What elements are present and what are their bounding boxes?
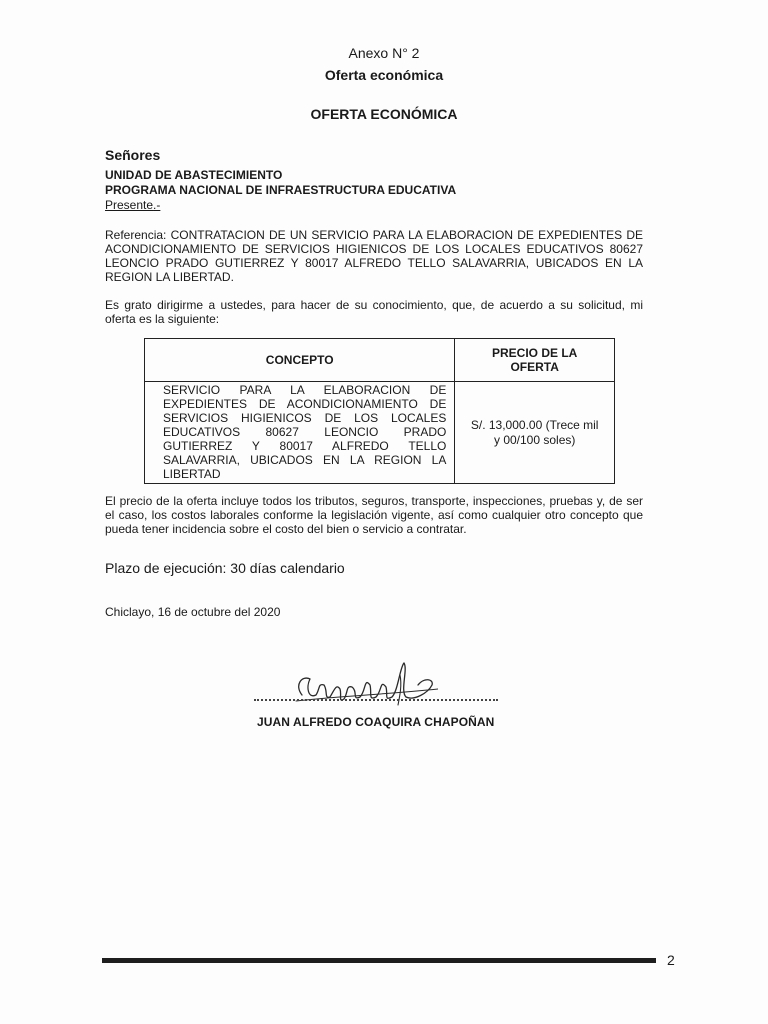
handwritten-signature	[288, 655, 438, 711]
price-line-1: S/. 13,000.00 (Trece mil	[470, 417, 599, 432]
document-title: OFERTA ECONÓMICA	[310, 106, 458, 122]
annex-label: Anexo N° 2	[348, 45, 420, 61]
price-line-2: y 00/100 soles)	[493, 432, 576, 447]
offer-table	[144, 338, 615, 484]
includes-paragraph: El precio de la oferta incluye todos los tributos, seguros, transporte, inspecciones, pruebas y, de ser el caso, los costos laborales conforme la legislación vigente, así como cualquier otro concepto que pueda tener incidencia sobre el costo del bien o servicio a contratar.	[105, 494, 643, 536]
salutation: Señores	[105, 147, 161, 163]
recipient-line-1: UNIDAD DE ABASTECIMIENTO	[105, 168, 283, 182]
price-cell	[455, 382, 615, 484]
signer-name: JUAN ALFREDO COAQUIRA CHAPOÑAN	[257, 715, 495, 729]
presente-text: Presente	[105, 198, 154, 212]
header-price-line-1: PRECIO DE LA	[492, 346, 578, 360]
page-number: 2	[667, 952, 675, 968]
intro-paragraph: Es grato dirigirme a ustedes, para hacer de su conocimiento, que, de acuerdo a su solicitud, mi oferta es la siguiente:	[105, 298, 643, 326]
recipient-line-2: PROGRAMA NACIONAL DE INFRAESTRUCTURA EDUCATIVA	[105, 183, 457, 197]
footer-rule	[102, 958, 656, 963]
presente-line	[105, 198, 160, 212]
reference-paragraph: Referencia: CONTRATACION DE UN SERVICIO PARA LA ELABORACION DE EXPEDIENTES DE ACONDICIONAMIENTO DE SERVICIOS HIGIENICOS DE LOS LOCALES EDUCATIVOS 80627 LEONCIO PRADO GUTIERREZ Y 80017 ALFREDO TELLO SALAVARRIA, UBICADOS EN LA REGION LA LIBERTAD.	[105, 228, 643, 284]
concept-cell: SERVICIO PARA LA ELABORACION DE EXPEDIENTES DE ACONDICIONAMIENTO DE SERVICIOS HIGIENICOS DE LOS LOCALES EDUCATIVOS 80627 LEONCIO PRADO GUTIERREZ Y 80017 ALFREDO TELLO SALAVARRIA, UBICADOS EN LA REGION LA LIBERTAD	[145, 382, 455, 484]
table-header-row	[145, 339, 615, 382]
annex-title: Oferta económica	[324, 67, 444, 83]
header-price	[455, 339, 615, 382]
table-row	[145, 382, 615, 484]
header-concept: CONCEPTO	[145, 339, 455, 382]
signature-dotted-line	[254, 699, 498, 701]
execution-term: Plazo de ejecución: 30 días calendario	[105, 560, 345, 576]
header-price-line-2: OFERTA	[510, 360, 559, 374]
presente-suffix: .-	[153, 198, 161, 212]
date-line: Chiclayo, 16 de octubre del 2020	[105, 605, 281, 619]
